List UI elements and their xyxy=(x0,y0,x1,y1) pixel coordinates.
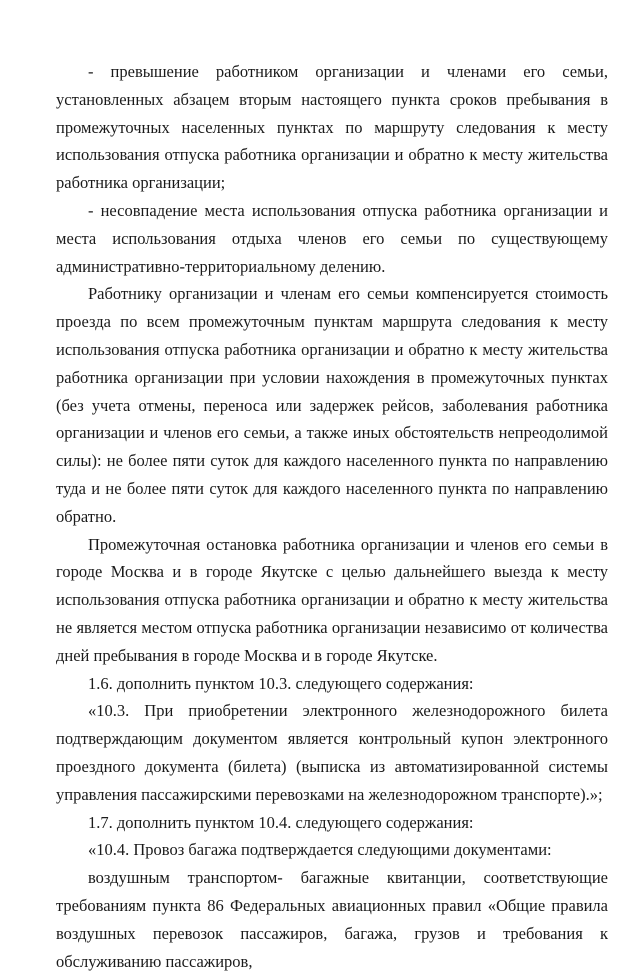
paragraph-excess-stay: - превышение работником организации и членами его семьи, установленных абзацем вторым настоящего пункта сроков пребывания в промежуточных населенных пунктах по маршруту следования к месту использования отпуска работника организации и обратно к месту жительства работника организации; xyxy=(56,62,608,193)
paragraph-clause-10-4: «10.4. Провоз багажа подтверждается следующими документами: xyxy=(88,840,552,860)
paragraph-compensation: Работнику организации и членам его семьи компенсируется стоимость проезда по всем промежуточным пунктам маршрута следования к месту использования отпуска работника организации и обратно к месту жительства работника организации при условии нахождения в промежуточных пунктах (без учета отмены, переноса или задержек рейсов, заболевания работника организации и членов его семьи, а также иных обстоятельств непреодолимой силы): не более пяти суток для каждого населенного пункта по направлению туда и не более пяти суток для каждого населенного пункта по направлению обратно. xyxy=(56,284,608,526)
paragraph-item-1-6: 1.6. дополнить пунктом 10.3. следующего содержания: xyxy=(88,673,474,693)
paragraph-air-transport: воздушным транспортом- багажные квитанции, соответствующие требованиям пункта 86 Федеральных авиационных правил «Общие правила воздушных перевозок пассажиров, багажа, грузов и требования к обслуживанию пассажиров, xyxy=(56,868,608,971)
paragraph-intermediate-stop: Промежуточная остановка работника организации и членов его семьи в городе Москва и в городе Якутске с целью дальнейшего выезда к месту использования отпуска работника организации и обратно к месту жительства не является местом отпуска работника организации независимо от количества дней пребывания в городе Москва и в городе Якутске. xyxy=(56,534,608,665)
document-body xyxy=(56,58,608,975)
paragraph-clause-10-3: «10.3. При приобретении электронного железнодорожного билета подтверждающим документом является контрольный купон электронного проездного документа (билета) (выписка из автоматизированной системы управления пассажирскими перевозками на железнодорожном транспорте).»; xyxy=(56,701,608,804)
paragraph-item-1-7: 1.7. дополнить пунктом 10.4. следующего содержания: xyxy=(88,812,474,832)
paragraph-mismatch-location: - несовпадение места использования отпуска работника организации и места использования отдыха членов его семьи по существующему административно-территориальному делению. xyxy=(56,200,608,276)
